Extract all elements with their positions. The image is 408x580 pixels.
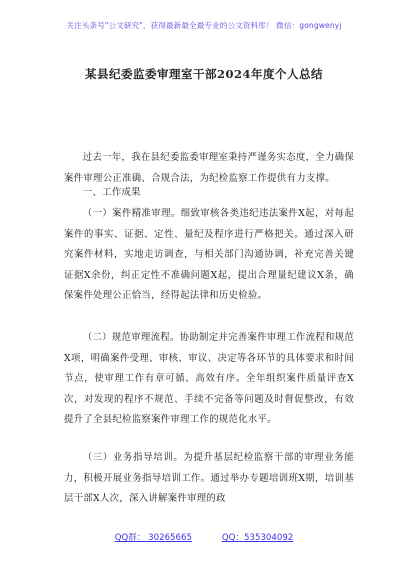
qq-group-link[interactable]: QQ群： 30265665	[114, 533, 192, 543]
paragraph-case-review	[64, 204, 354, 307]
paragraph-text: （二）规范审理流程。协助制定并完善案件审理工作流程和规范X项，明确案件受理、审核、审议、决定等各环节的具体要求和时间节点，使审理工作有章可循、高效有序。全年组织案件质量评查X次，对发现的程序不规范、手续不完备等问题及时督促整改，有效提升了全县纪检监察案件审理工作的规范化水平。	[64, 332, 354, 425]
document-title: 某县纪委监委审理室干部2024年度个人总结	[84, 67, 323, 81]
paragraph-training	[64, 448, 354, 510]
footer-contact	[0, 531, 408, 543]
paragraph-process	[64, 328, 354, 431]
paragraph-text: （三）业务指导培训。为提升基层纪检监察干部的审理业务能力，积极开展业务指导培训工作。通过举办专题培训班X期，培训基层干部X人次，深入讲解案件审理的政	[64, 452, 354, 504]
paragraph-text: （一）案件精准审理。细致审核各类违纪违法案件X起，对每起案件的事实、证据、定性、量纪及程序进行严格把关。通过深入研究案件材料，实地走访调查，与相关部门沟通协调，补充完善关键证据X余份，纠正定性不准确问题X起，提出合理量纪建议X条，确保案件处理公正恰当，经得起法律和历史检验。	[64, 208, 354, 301]
section-heading: 一、工作成果	[82, 187, 141, 198]
qq-contact-link[interactable]: QQ：535304092	[221, 533, 294, 543]
header-promo-note: 关注头条号"公文研究"，获得最新最全最专业的公文资料库！ 微信：gongwenyj	[66, 21, 342, 30]
intro-text: 过去一年，我在县纪委监委审理室秉持严谨务实态度，全力确保案件审理公正准确、合规合法，为纪检监察工作提供有力支撑。	[64, 152, 354, 184]
